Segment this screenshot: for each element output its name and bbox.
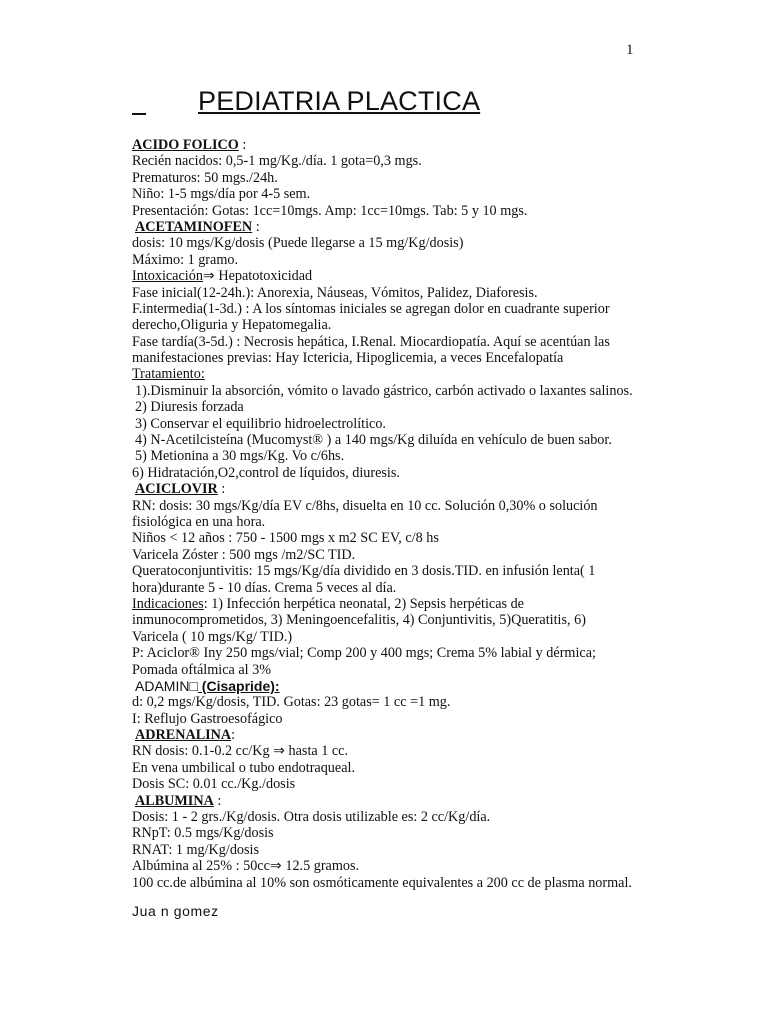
indicaciones-label: Indicaciones <box>132 595 204 612</box>
heading-suffix: : <box>231 727 236 744</box>
tratamiento-label: Tratamiento: <box>132 366 205 383</box>
text-line: Dosis: 1 - 2 grs./Kg/dosis. Otra dosis utilizable es: 2 cc/Kg/día. <box>132 809 491 826</box>
document-title: PEDIATRIA PLACTICA <box>198 86 481 116</box>
text-line: derecho,Oliguria y Hepatomegalia. <box>132 317 332 334</box>
text-line: hora)durante 5 - 10 días. Crema 5 veces al día. <box>132 579 397 596</box>
text-line: Pomada oftálmica al 3% <box>132 661 272 678</box>
text-line: RNAT: 1 mg/Kg/dosis <box>132 841 259 858</box>
tratamiento-item: 1).Disminuir la absorción, vómito o lavado gástrico, carbón activado o laxantes salinos. <box>135 382 633 399</box>
page-number: 1 <box>626 42 634 58</box>
document-body <box>132 137 752 891</box>
text-line: Varicela Zóster : 500 mgs /m2/SC TID. <box>132 546 356 563</box>
text-line: Niño: 1-5 mgs/día por 4-5 sem. <box>132 186 311 203</box>
text-line: F.intermedia(1-3d.) : A los síntomas iniciales se agregan dolor en cuadrante superior <box>132 300 610 317</box>
intoxicacion-line <box>132 268 752 284</box>
rn-dosis-line <box>132 743 752 759</box>
tratamiento-item: 5) Metionina a 30 mgs/Kg. Vo c/6hs. <box>135 448 345 465</box>
indicaciones-text: : 1) Infección herpética neonatal, 2) Sepsis herpéticas de <box>203 595 524 612</box>
heading-albumina: ALBUMINA <box>135 792 214 809</box>
arrow-icon: ⇒ <box>202 268 215 285</box>
intoxicacion-label: Intoxicación <box>132 268 203 285</box>
arrow-icon: ⇒ <box>273 743 285 760</box>
box-glyph-icon: □ <box>189 677 198 694</box>
albumina-25-text-end: 12.5 gramos. <box>281 858 360 875</box>
indicaciones-line <box>132 596 752 612</box>
text-line: Varicela ( 10 mgs/Kg/ TID.) <box>132 628 293 645</box>
text-line: dosis: 10 mgs/Kg/dosis (Puede llegarse a 15 mg/Kg/dosis) <box>132 235 464 252</box>
tratamiento-item: 3) Conservar el equilibrio hidroelectrolítico. <box>135 415 386 432</box>
heading-adamin: ADAMIN <box>135 677 190 694</box>
heading-acido-folico: ACIDO FOLICO <box>132 137 239 153</box>
text-line: Dosis SC: 0.01 cc./Kg./dosis <box>132 776 296 793</box>
text-line: RN: dosis: 30 mgs/Kg/día EV c/8hs, disuelta en 10 cc. Solución 0,30% o solución <box>132 497 598 514</box>
section-heading-aciclovir <box>132 481 752 497</box>
section-heading-acido-folico <box>132 137 752 153</box>
text-line: fisiológica en una hora. <box>132 513 266 530</box>
arrow-icon: ⇒ <box>269 858 282 875</box>
footer-author: Jua n gomez <box>132 903 219 919</box>
tratamiento-item: 6) Hidratación,O2,control de líquidos, diuresis. <box>132 464 400 481</box>
text-line: 100 cc.de albúmina al 10% son osmóticamente equivalentes a 200 cc de plasma normal. <box>132 874 632 891</box>
intoxicacion-text: Hepatotoxicidad <box>214 268 313 285</box>
heading-adamin-bold: (Cisapride): <box>197 677 280 694</box>
rn-dosis-text-end: hasta 1 cc. <box>284 743 349 760</box>
section-heading-acetaminofen <box>132 219 752 235</box>
tratamiento-item: 2) Diuresis forzada <box>135 399 244 416</box>
text-line: Recién nacidos: 0,5-1 mg/Kg./día. 1 gota=0,3 mgs. <box>132 153 422 170</box>
section-heading-adamin <box>132 678 752 694</box>
heading-acetaminofen: ACETAMINOFEN <box>135 218 253 235</box>
text-line: Máximo: 1 gramo. <box>132 251 238 268</box>
title-underline-mark <box>132 95 146 115</box>
text-line: I: Reflujo Gastroesofágico <box>132 710 283 727</box>
text-line: Fase tardía(3-5d.) : Necrosis hepática, I.Renal. Miocardiopatía. Aquí se acentúan las <box>132 333 610 350</box>
text-line: Fase inicial(12-24h.): Anorexia, Náuseas, Vómitos, Palidez, Diaforesis. <box>132 284 538 301</box>
text-line: inmunocomprometidos, 3) Meningoencefalitis, 4) Conjuntivitis, 5)Queratitis, 6) <box>132 612 586 629</box>
albumina-25-text: Albúmina al 25% : 50cc <box>132 858 270 875</box>
heading-suffix: : <box>213 792 222 809</box>
rn-dosis-text: RN dosis: 0.1-0.2 cc/Kg <box>132 743 274 760</box>
text-line: d: 0,2 mgs/Kg/dosis, TID. Gotas: 23 gotas= 1 cc =1 mg. <box>132 694 451 711</box>
text-line: RNpT: 0.5 mgs/Kg/dosis <box>132 825 274 842</box>
tratamiento-item: 4) N-Acetilcisteína (Mucomyst® ) a 140 mgs/Kg diluída en vehículo de buen sabor. <box>135 432 612 449</box>
text-line: Prematuros: 50 mgs./24h. <box>132 169 278 186</box>
section-heading-adrenalina <box>132 727 752 743</box>
section-heading-albumina <box>132 793 752 809</box>
text-line: En vena umbilical o tubo endotraqueal. <box>132 759 355 776</box>
heading-adrenalina: ADRENALINA <box>135 727 232 744</box>
heading-suffix: : <box>238 137 247 153</box>
text-line: P: Aciclor® Iny 250 mgs/vial; Comp 200 y 400 mgs; Crema 5% labial y dérmica; <box>132 645 596 662</box>
heading-suffix: : <box>217 481 226 498</box>
text-line: Presentación: Gotas: 1cc=10mgs. Amp: 1cc=10mgs. Tab: 5 y 10 mgs. <box>132 202 528 219</box>
text-line: Queratoconjuntivitis: 15 mgs/Kg/día dividido en 3 dosis.TID. en infusión lenta( 1 <box>132 563 596 580</box>
heading-aciclovir: ACICLOVIR <box>135 481 218 498</box>
text-line: manifestaciones previas: Hay Ictericia, Hipoglicemia, a veces Encefalopatía <box>132 350 564 367</box>
heading-suffix: : <box>252 218 260 235</box>
albumina-25-line <box>132 858 752 874</box>
text-line: Niños < 12 años : 750 - 1500 mgs x m2 SC EV, c/8 hs <box>132 530 439 547</box>
